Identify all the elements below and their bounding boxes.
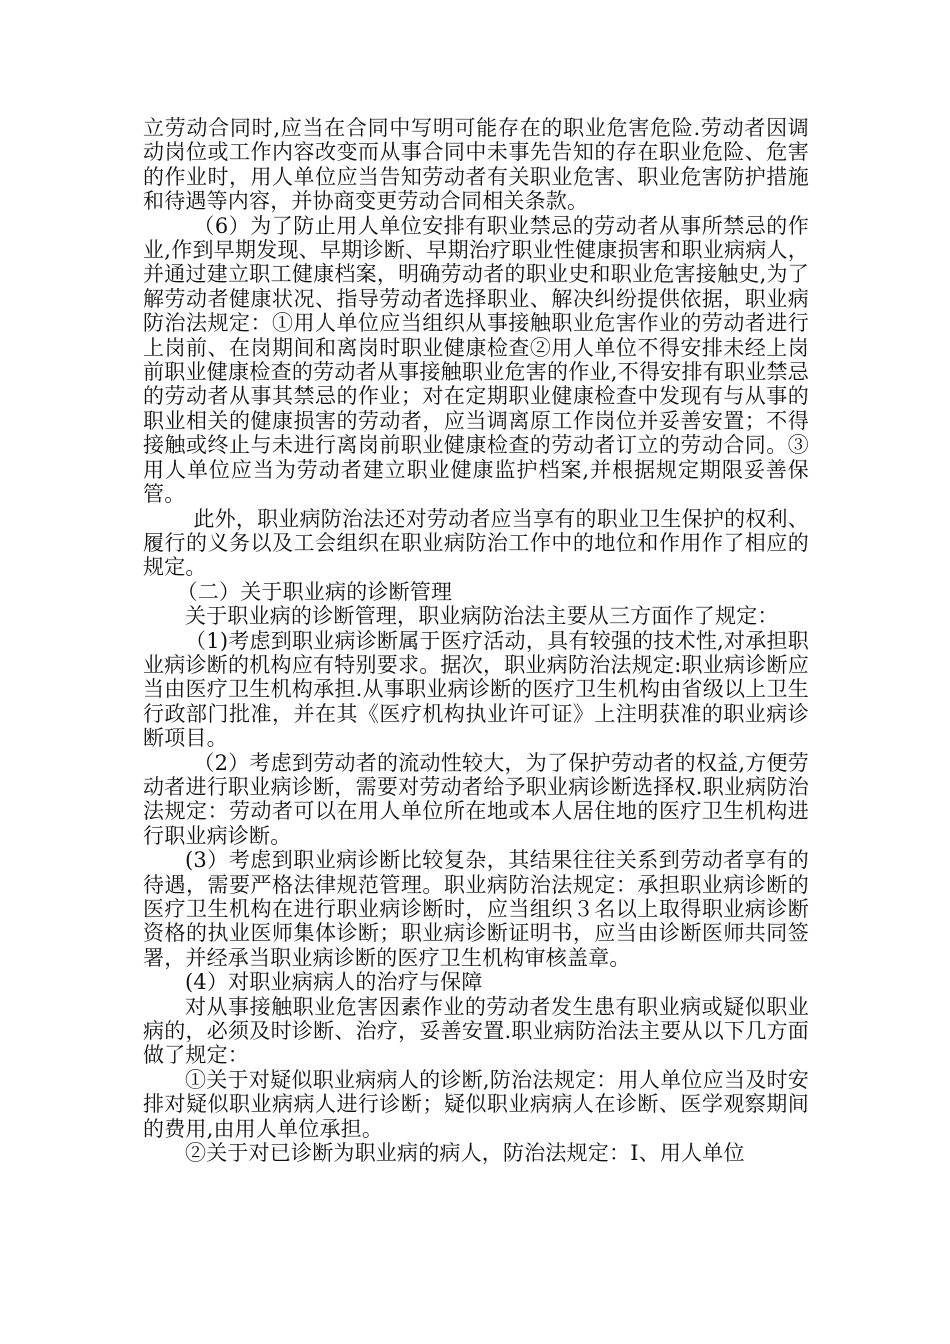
paragraph-diagnosis-intro: 关于职业病的诊断管理，职业病防治法主要从三方面作了规定： (185, 604, 779, 629)
document-page (143, 116, 809, 1165)
paragraph-item-6: （6）为了防止用人单位安排有职业禁忌的劳动者从事所禁忌的作业,作到早期发现、早期诊断、早期治疗职业性健康损害和职业病病人，并通过建立职工健康档案，明确劳动者的职业史和职业危害接触史,为了解劳动者健康状况、指导劳动者选择职业、解决纠纷提供依据，职业病防治法规定：①用人单位应当组织从事接触职业危害作业的劳动者进行上岗前、在岗期间和离岗时职业健康检查②用人单位不得安排未经上岗前职业健康检查的劳动者从事接触职业危害的作业,不得安排有职业禁忌的劳动者从事其禁忌的作业；对在定期职业健康检查中发现有与从事的职业相关的健康损害的劳动者，应当调离原工作岗位并妥善安置；不得接触或终止与未进行离岗前职业健康检查的劳动者订立的劳动合同。③用人单位应当为劳动者建立职业健康监护档案,并根据规定期限妥善保管。 (143, 213, 809, 507)
paragraph-treatment-intro: 对从事接触职业危害因素作业的劳动者发生患有职业病或疑似职业病的，必须及时诊断、治疗，妥善安置.职业病防治法主要从以下几方面做了规定： (143, 994, 809, 1068)
paragraph-additional-provisions: 此外，职业病防治法还对劳动者应当享有的职业卫生保护的权利、履行的义务以及工会组织在职业病防治工作中的地位和作用作了相应的规定。 (143, 506, 809, 580)
paragraph-item-3: (3）考虑到职业病诊断比较复杂，其结果往往关系到劳动者享有的待遇，需要严格法律规范管理。职业病防治法规定：承担职业病诊断的医疗卫生机构在进行职业病诊断时，应当组织３名以上取得职业病诊断资格的执业医师集体诊断；职业病诊断证明书，应当由诊断医师共同签署，并经承当职业病诊断的医疗卫生机构审核盖章。 (143, 848, 809, 970)
paragraph-item-2: （2）考虑到劳动者的流动性较大，为了保护劳动者的权益,方便劳动者进行职业病诊断，需要对劳动者给予职业病诊断选择权.职业病防治法规定：劳动者可以在用人单位所在地或本人居住地的医疗卫生机构进行职业病诊断。 (143, 750, 809, 848)
paragraph-diagnosed-patients: ②关于对已诊断为职业病的病人，防治法规定：Ⅰ、用人单位 (185, 1141, 745, 1166)
paragraph-suspected-patients: ①关于对疑似职业病病人的诊断,防治法规定：用人单位应当及时安排对疑似职业病病人进行诊断；疑似职业病病人在诊断、医学观察期间的费用,由用人单位承担。 (143, 1067, 809, 1141)
section-heading-diagnosis: （二）关于职业病的诊断管理 (176, 579, 453, 604)
paragraph-item-1: （1)考虑到职业病诊断属于医疗活动，具有较强的技术性,对承担职业病诊断的机构应有特别要求。据次，职业病防治法规定:职业病诊断应当由医疗卫生机构承担.从事职业病诊断的医疗卫生机构由省级以上卫生行政部门批准，并在其《医疗机构执业许可证》上注明获准的职业病诊断项目。 (143, 628, 809, 751)
paragraph-item-4-heading: (4）对职业病病人的治疗与保障 (185, 970, 483, 995)
paragraph-contract-risk: 立劳动合同时,应当在合同中写明可能存在的职业危害危险.劳动者因调动岗位或工作内容改变而从事合同中未事先告知的存在职业危险、危害的作业时，用人单位应当告知劳动者有关职业危害、职业危害防护措施和待遇等内容，并协商变更劳动合同相关条款。 (143, 116, 809, 214)
